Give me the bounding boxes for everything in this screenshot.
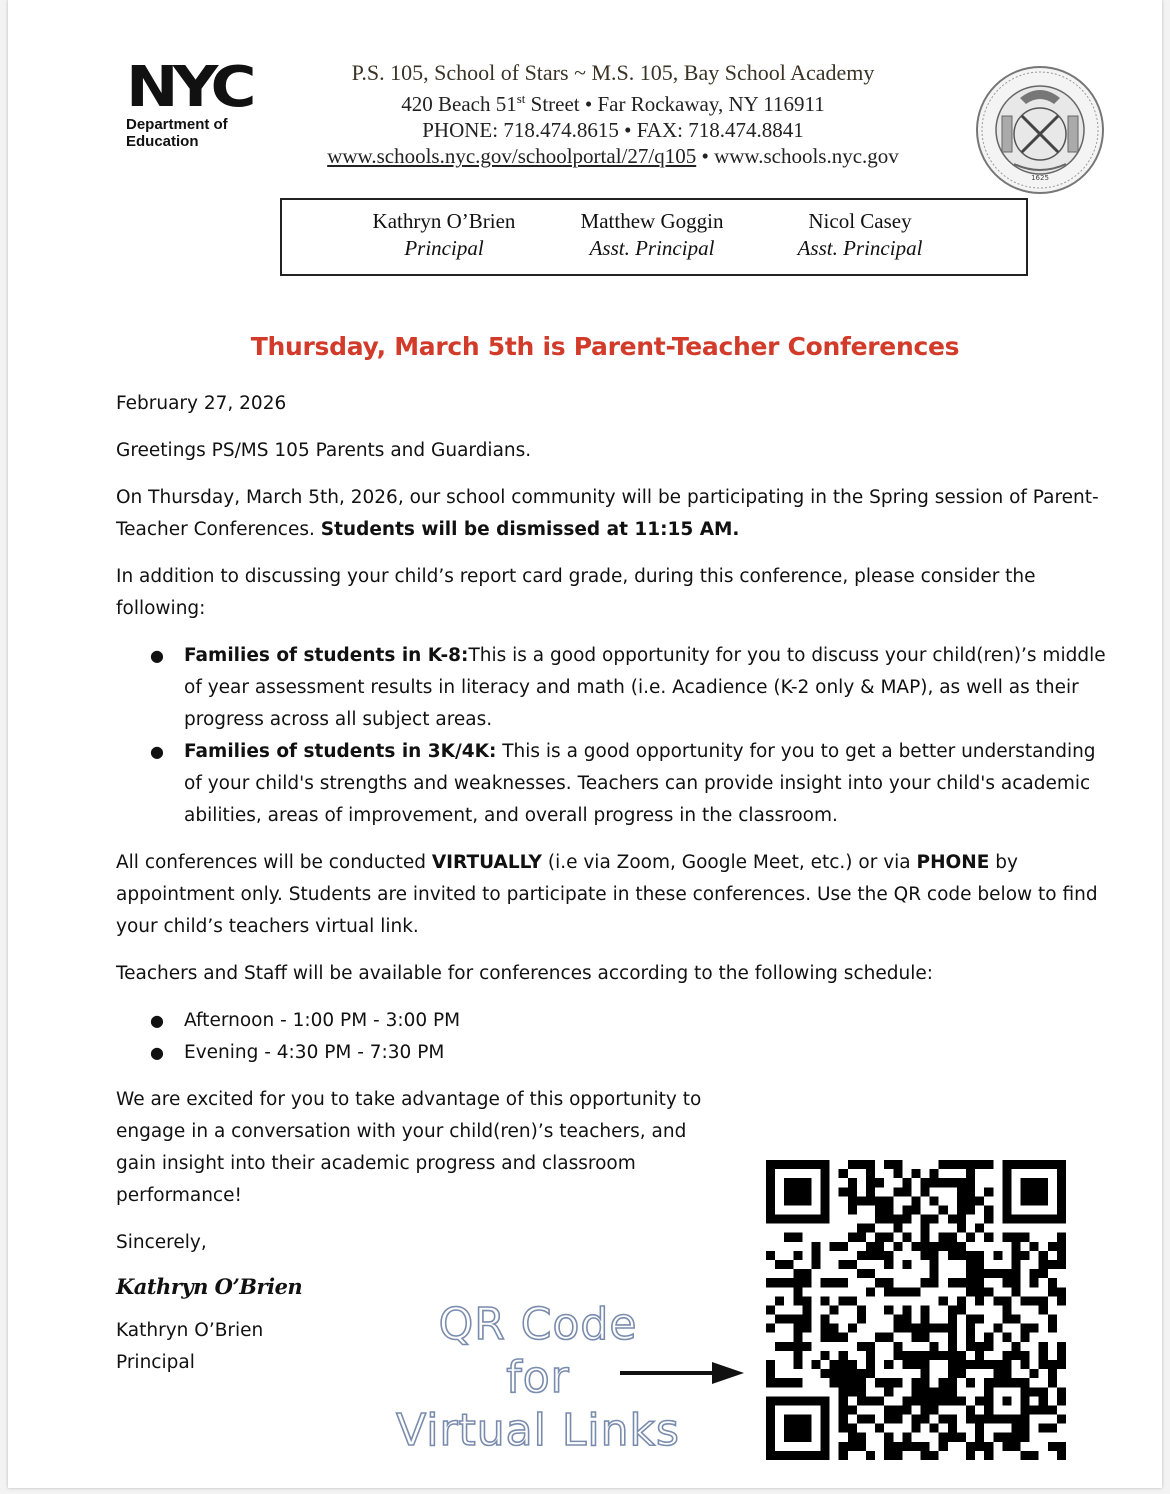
qr-label-line1: QR Code xyxy=(438,1299,638,1350)
nyc-logo-dept-line2: Education xyxy=(126,133,199,150)
phone-bold: PHONE xyxy=(916,852,990,873)
list-item: ● Evening - 4:30 PM - 7:30 PM xyxy=(116,1037,1116,1069)
school-phone: PHONE: 718.474.8615 • FAX: 718.474.8841 xyxy=(422,118,804,142)
letter-page xyxy=(8,0,1162,1488)
qr-label-line2: for xyxy=(506,1352,570,1403)
staff-principal xyxy=(342,208,546,262)
nyc-seal-icon xyxy=(974,64,1106,196)
families-3k4k-label: Families of students in 3K/4K: xyxy=(184,741,497,762)
virtual-bold: VIRTUALLY xyxy=(431,852,542,873)
intro-text: On Thursday, March 5th, 2026, our school community will be participating in the Spring session of Parent-Teacher Conferences. xyxy=(116,487,1099,540)
virtual-text-2: (i.e via Zoom, Google Meet, etc.) or via xyxy=(541,852,917,873)
greeting: Greetings PS/MS 105 Parents and Guardians. xyxy=(116,440,532,461)
school-address xyxy=(278,86,948,117)
staff-asst-principal-1 xyxy=(550,208,754,262)
staff-name: Kathryn O’Brien xyxy=(372,209,516,233)
address-post: Street • Far Rockaway, NY 116911 xyxy=(525,92,825,116)
dismissal-notice: Students will be dismissed at 11:15 AM. xyxy=(320,519,740,540)
staff-name: Nicol Casey xyxy=(808,209,912,233)
sincerely: Sincerely, xyxy=(116,1232,207,1253)
staff-name: Matthew Goggin xyxy=(580,209,724,233)
handwritten-signature: Kathryn O’Brien xyxy=(116,1274,303,1299)
staff-box xyxy=(280,198,1028,276)
nyc-logo-dept xyxy=(126,116,286,150)
virtual-text-1: All conferences will be conducted xyxy=(116,852,432,873)
nyc-logo-word: NYC xyxy=(126,55,251,120)
closing-paragraph: We are excited for you to take advantage of this opportunity to engage in a conversation with your child(ren)’s teachers, and gain insight into their academic progress and classroom performance! xyxy=(116,1089,702,1206)
nyc-doe-logo xyxy=(126,55,286,150)
list-item xyxy=(116,640,1116,736)
intro-paragraph xyxy=(116,482,1116,546)
arrow-right-icon xyxy=(616,1360,746,1386)
families-k8-label: Families of students in K-8: xyxy=(184,645,469,666)
address-pre: 420 Beach 51 xyxy=(401,92,517,116)
schedule-intro: Teachers and Staff will be available for conferences according to the following schedule: xyxy=(116,963,933,984)
school-portal-link[interactable]: www.schools.nyc.gov/schoolportal/27/q105 xyxy=(327,144,697,168)
signer-title: Principal xyxy=(116,1352,195,1373)
staff-title: Principal xyxy=(404,236,484,260)
school-web xyxy=(278,143,948,169)
schedule-list xyxy=(116,1005,1116,1069)
school-name: P.S. 105, School of Stars ~ M.S. 105, Bay School Academy xyxy=(351,60,875,85)
nyc-logo-dept-line1: Department of xyxy=(126,116,228,133)
families-k8-text: This is a good opportunity for you to discuss your child(ren)’s middle of year assessment results in literacy and math (i.e. Acadience (K-2 only & MAP), as well as their progress across all subject areas. xyxy=(184,645,1106,730)
doe-link[interactable]: www.schools.nyc.gov xyxy=(714,144,899,168)
families-3k4k-text: This is a good opportunity for you to get a better understanding of your child's strengths and weaknesses. Teachers can provide insight into your child's academic abilities, areas of improvement, and overall progress in the classroom. xyxy=(184,741,1096,826)
web-separator: • xyxy=(696,144,715,168)
qr-label-line3: Virtual Links xyxy=(396,1405,680,1456)
virtual-paragraph xyxy=(116,847,1116,943)
qr-code-icon[interactable] xyxy=(766,1160,1066,1460)
staff-title: Asst. Principal xyxy=(797,236,923,260)
staff-title: Asst. Principal xyxy=(589,236,715,260)
staff-asst-principal-2 xyxy=(758,208,962,262)
consider-paragraph: In addition to discussing your child’s report card grade, during this conference, please consider the following: xyxy=(116,566,1036,619)
headline: Thursday, March 5th is Parent-Teacher Conferences xyxy=(250,332,960,361)
virtual-text-3: by appointment only. Students are invited to participate in these conferences. Use the QR code below to find your child’s teachers virtual link. xyxy=(116,852,1098,937)
letterhead xyxy=(278,60,948,169)
signer-name: Kathryn O’Brien xyxy=(116,1320,264,1341)
families-list xyxy=(116,640,1116,832)
address-sup: st xyxy=(516,91,526,106)
seal-year: 1625 xyxy=(1031,174,1049,182)
letter-date: February 27, 2026 xyxy=(116,393,287,414)
list-item xyxy=(116,736,1116,832)
list-item: ● Afternoon - 1:00 PM - 3:00 PM xyxy=(116,1005,1116,1037)
